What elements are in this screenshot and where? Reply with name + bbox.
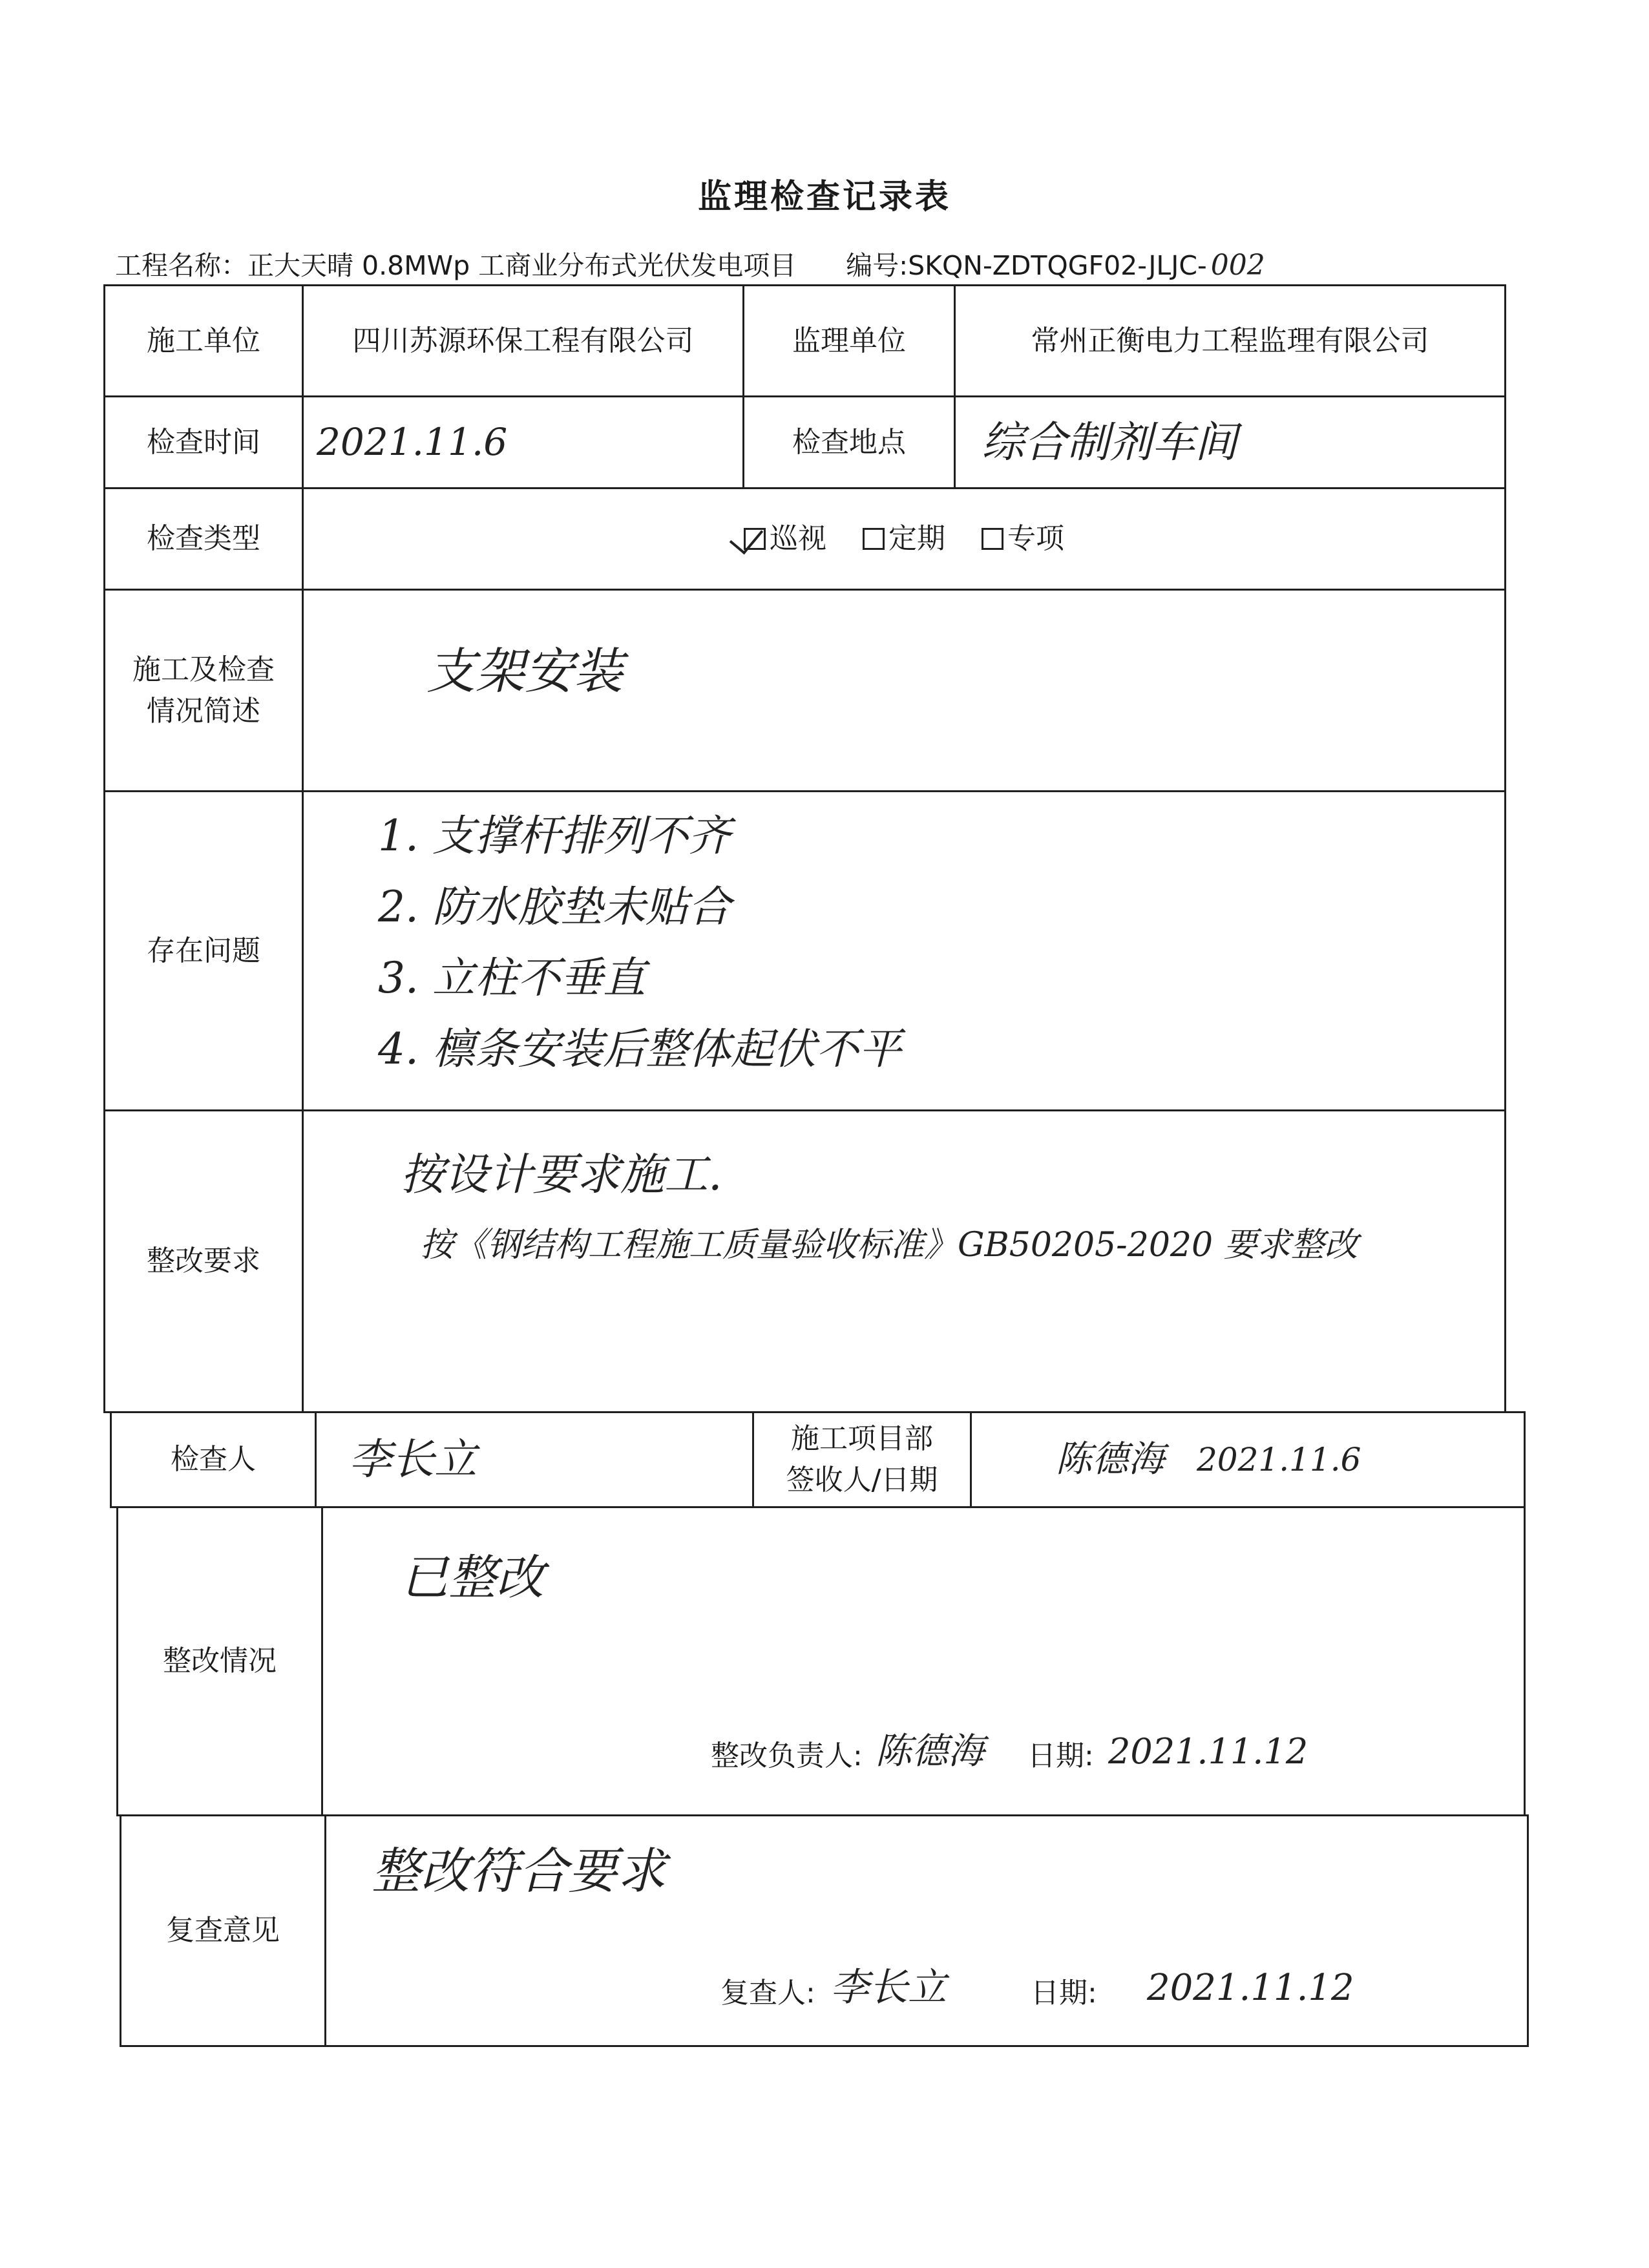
issue-item: 4. 檩条安装后整体起伏不平 bbox=[378, 1024, 901, 1074]
inspect-type-label: 检查类型 bbox=[103, 487, 304, 591]
number-label: 编号: bbox=[846, 250, 909, 281]
inspect-type-options bbox=[744, 518, 1064, 560]
reviewer-value: 李长立 bbox=[830, 1965, 947, 2010]
supervisor-value: 常州正衡电力工程监理有限公司 bbox=[954, 284, 1506, 397]
reviewer-label: 复查人: bbox=[720, 1977, 815, 2010]
contractor-value: 四川苏源环保工程有限公司 bbox=[302, 284, 744, 397]
rectify-date-label: 日期: bbox=[1027, 1739, 1094, 1772]
rectify-value: 已整改 bbox=[401, 1550, 544, 1606]
review-date-value: 2021.11.12 bbox=[1147, 1967, 1354, 2009]
inspect-place-cell bbox=[954, 395, 1506, 489]
receiver-value: 陈德海 bbox=[1056, 1438, 1164, 1481]
summary-value: 支架安装 bbox=[426, 642, 623, 700]
requirement-item: 按《钢结构工程施工质量验收标准》GB50205-2020 要求整改 bbox=[420, 1226, 1358, 1265]
checkbox-checked-icon[interactable] bbox=[744, 528, 766, 550]
requirements-cell bbox=[302, 1109, 1506, 1413]
type-option-special[interactable]: 专项 bbox=[982, 518, 1064, 560]
contractor-label: 施工单位 bbox=[103, 284, 304, 397]
inspect-type-cell bbox=[302, 487, 1506, 591]
summary-cell bbox=[302, 589, 1506, 792]
supervisor-label: 监理单位 bbox=[742, 284, 956, 397]
type-option-periodic[interactable]: 定期 bbox=[863, 518, 945, 560]
issue-item: 3. 立柱不垂直 bbox=[378, 953, 646, 1003]
requirement-item: 按设计要求施工. bbox=[401, 1150, 722, 1201]
review-value: 整改符合要求 bbox=[372, 1842, 666, 1900]
inspect-time-value: 2021.11.6 bbox=[317, 420, 508, 465]
rectify-date-value: 2021.11.12 bbox=[1108, 1731, 1308, 1772]
inspect-place-value: 综合制剂车间 bbox=[982, 417, 1237, 467]
inspect-place-label: 检查地点 bbox=[742, 395, 956, 489]
issue-item: 2. 防水胶垫未贴合 bbox=[378, 882, 731, 932]
inspect-time-label: 检查时间 bbox=[103, 395, 304, 489]
document-title: 监理检查记录表 bbox=[697, 178, 951, 216]
issues-label: 存在问题 bbox=[103, 790, 304, 1111]
summary-label: 施工及检查 情况简述 bbox=[103, 589, 304, 792]
checkbox-icon[interactable] bbox=[982, 528, 1003, 550]
project-label: 工程名称： bbox=[115, 250, 247, 281]
issues-cell bbox=[302, 790, 1506, 1111]
issue-item: 1. 支撑杆排列不齐 bbox=[378, 811, 731, 861]
rectify-owner-label: 整改负责人: bbox=[711, 1739, 863, 1772]
requirements-label: 整改要求 bbox=[103, 1109, 304, 1413]
inspector-value: 李长立 bbox=[349, 1434, 477, 1485]
checkbox-icon[interactable] bbox=[863, 528, 885, 550]
type-option-patrol[interactable]: 巡视 bbox=[744, 518, 826, 560]
project-name: 正大天晴 0.8MWp 工商业分布式光伏发电项目 bbox=[247, 250, 797, 281]
rectify-cell bbox=[321, 1506, 1526, 1816]
review-label: 复查意见 bbox=[120, 1814, 326, 2047]
review-cell bbox=[324, 1814, 1529, 2047]
number-value: SKQN-ZDTQGF02-JLJC- bbox=[908, 250, 1207, 281]
inspector-cell bbox=[315, 1411, 754, 1508]
receiver-date: 2021.11.6 bbox=[1197, 1440, 1361, 1478]
number-handwritten: 002 bbox=[1210, 249, 1265, 282]
review-date-label: 日期: bbox=[1031, 1977, 1097, 2010]
inspect-time-cell bbox=[302, 395, 744, 489]
receiver-cell bbox=[970, 1411, 1526, 1508]
rectify-owner-value: 陈德海 bbox=[876, 1730, 984, 1772]
inspector-label: 检查人 bbox=[110, 1411, 317, 1508]
rectify-label: 整改情况 bbox=[116, 1506, 323, 1816]
receiver-label: 施工项目部 签收人/日期 bbox=[752, 1411, 972, 1508]
